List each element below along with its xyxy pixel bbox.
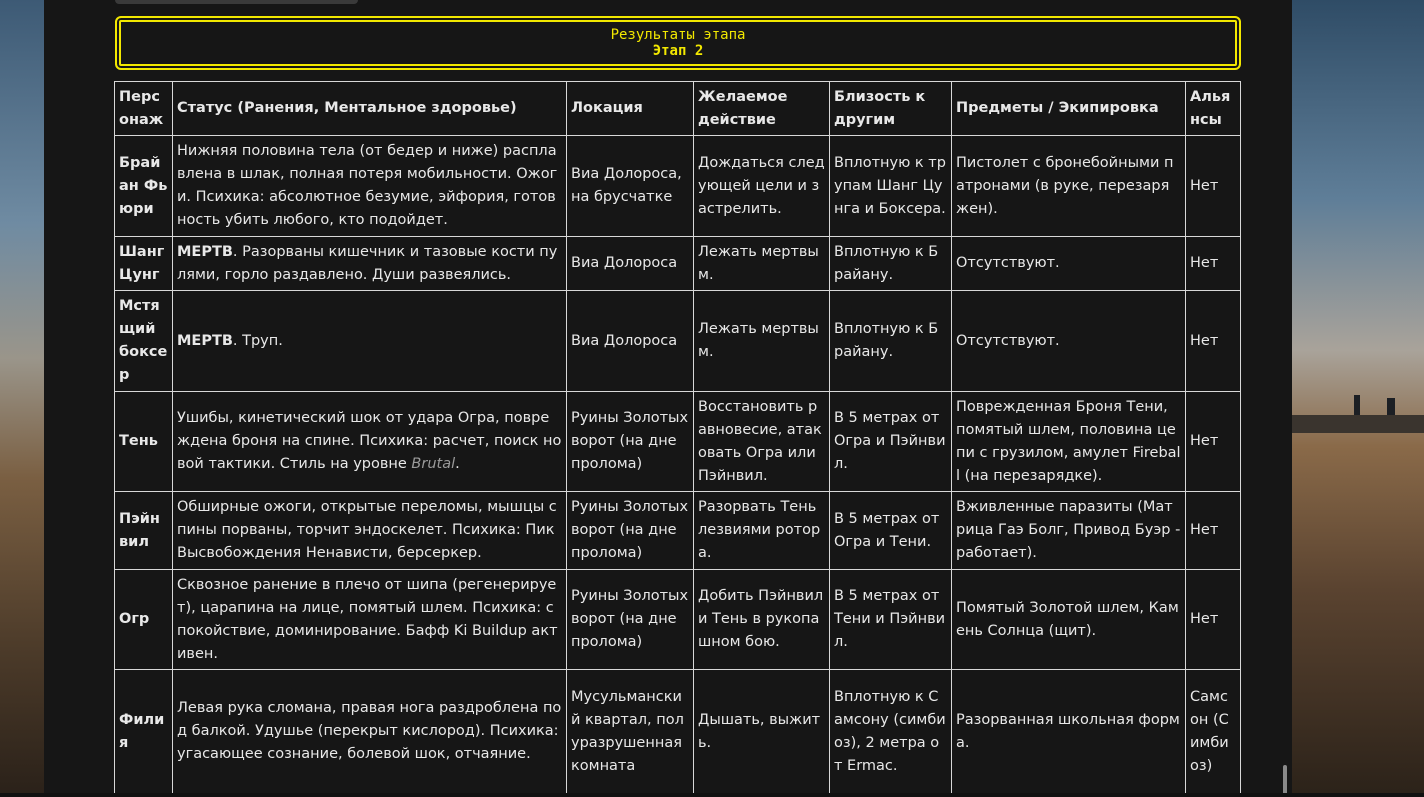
alliance-cell: Нет bbox=[1186, 237, 1241, 291]
alliance-cell: Нет bbox=[1186, 570, 1241, 670]
proximity-cell: Вплотную к Самсону (симбиоз), 2 метра от Ermac. bbox=[830, 670, 952, 794]
items-cell: Поврежденная Броня Тени, помятый шлем, половина цепи с грузилом, амулет Fireball (на перезарядке). bbox=[952, 392, 1186, 492]
action-cell: Лежать мертвым. bbox=[694, 291, 830, 392]
alliance-cell: Нет bbox=[1186, 136, 1241, 237]
background-right bbox=[1292, 0, 1424, 797]
action-cell: Восстановить равновесие, атаковать Огра или Пэйнвил. bbox=[694, 392, 830, 492]
character-name: Огр bbox=[115, 570, 173, 670]
alliance-cell: Самсон (Симбиоз) bbox=[1186, 670, 1241, 794]
header-proximity: Близость к другим bbox=[830, 82, 952, 136]
action-cell: Дождаться следующей цели и застрелить. bbox=[694, 136, 830, 237]
items-cell: Помятый Золотой шлем, Камень Солнца (щит). bbox=[952, 570, 1186, 670]
table-row bbox=[115, 670, 1241, 794]
proximity-cell: Вплотную к Брайану. bbox=[830, 237, 952, 291]
bottom-edge bbox=[0, 793, 1424, 797]
table-row bbox=[115, 570, 1241, 670]
header-character: Персонаж bbox=[115, 82, 173, 136]
status-cell: Левая рука сломана, правая нога раздроблена под балкой. Удушье (перекрыт кислород). Психика: угасающее сознание, болевой шок, отчаяние. bbox=[173, 670, 567, 794]
table-row bbox=[115, 392, 1241, 492]
status-text: . Труп. bbox=[232, 332, 283, 349]
action-cell: Лежать мертвым. bbox=[694, 237, 830, 291]
header-location: Локация bbox=[567, 82, 694, 136]
style-rank: Brutal bbox=[411, 456, 456, 472]
proximity-cell: Вплотную к Брайану. bbox=[830, 291, 952, 392]
ridge-decoration bbox=[1292, 415, 1424, 433]
status-text: Ушибы, кинетический шок от удара Огра, повреждена броня на спине. Психика: расчет, поиск новой тактики. Стиль на уровне bbox=[177, 410, 562, 472]
header-action: Желаемое действие bbox=[694, 82, 830, 136]
location-cell: Мусульманский квартал, полуразрушенная комната bbox=[567, 670, 694, 794]
top-tab[interactable] bbox=[115, 0, 358, 4]
results-title: Результаты этапа bbox=[610, 27, 746, 43]
status-cell: Нижняя половина тела (от бедер и ниже) расплавлена в шлак, полная потеря мобильности. Ожоги. Психика: абсолютное безумие, эйфория, готовность убить любого, кто подойдет. bbox=[173, 136, 567, 237]
items-cell: Отсутствуют. bbox=[952, 237, 1186, 291]
items-cell: Разорванная школьная форма. bbox=[952, 670, 1186, 794]
character-name: Пэйнвил bbox=[115, 492, 173, 570]
table-row bbox=[115, 492, 1241, 570]
background-left bbox=[0, 0, 44, 797]
location-cell: Руины Золотых ворот (на дне пролома) bbox=[567, 570, 694, 670]
status-cell bbox=[173, 291, 567, 392]
character-name: Тень bbox=[115, 392, 173, 492]
character-name: Филия bbox=[115, 670, 173, 794]
header-status: Статус (Ранения, Ментальное здоровье) bbox=[173, 82, 567, 136]
dead-marker: МЕРТВ bbox=[177, 332, 233, 349]
status-cell: Сквозное ранение в плечо от шипа (регенерирует), царапина на лице, помятый шлем. Психика: спокойствие, доминирование. Бафф Ki Buildup активен. bbox=[173, 570, 567, 670]
table-header-row bbox=[115, 82, 1241, 136]
character-name: Мстящий боксер bbox=[115, 291, 173, 392]
dead-marker: МЕРТВ bbox=[177, 243, 233, 260]
location-cell: Виа Долороса bbox=[567, 291, 694, 392]
character-status-table bbox=[114, 81, 1241, 794]
action-cell: Добить Пэйнвил и Тень в рукопашном бою. bbox=[694, 570, 830, 670]
alliance-cell: Нет bbox=[1186, 492, 1241, 570]
proximity-cell: Вплотную к трупам Шанг Цунга и Боксера. bbox=[830, 136, 952, 237]
action-cell: Дышать, выжить. bbox=[694, 670, 830, 794]
stage-label: Этап 2 bbox=[652, 43, 704, 59]
table-row bbox=[115, 237, 1241, 291]
location-cell: Виа Долороса bbox=[567, 237, 694, 291]
table-row bbox=[115, 136, 1241, 237]
items-cell: Отсутствуют. bbox=[952, 291, 1186, 392]
status-cell bbox=[173, 237, 567, 291]
status-text: . Разорваны кишечник и тазовые кости пулями, горло раздавлено. Души развеялись. bbox=[177, 243, 558, 283]
location-cell: Виа Долороса, на брусчатке bbox=[567, 136, 694, 237]
proximity-cell: В 5 метрах от Огра и Пэйнвил. bbox=[830, 392, 952, 492]
items-cell: Вживленные паразиты (Матрица Гаэ Болг, Привод Буэр - работает). bbox=[952, 492, 1186, 570]
location-cell: Руины Золотых ворот (на дне пролома) bbox=[567, 392, 694, 492]
table-row bbox=[115, 291, 1241, 392]
header-items: Предметы / Экипировка bbox=[952, 82, 1186, 136]
alliance-cell: Нет bbox=[1186, 291, 1241, 392]
stage-results-header bbox=[115, 16, 1241, 70]
alliance-cell: Нет bbox=[1186, 392, 1241, 492]
character-name: Шанг Цунг bbox=[115, 237, 173, 291]
items-cell: Пистолет с бронебойными патронами (в руке, перезаряжен). bbox=[952, 136, 1186, 237]
header-alliance: Альянсы bbox=[1186, 82, 1241, 136]
character-name: Брайан Фьюри bbox=[115, 136, 173, 237]
proximity-cell: В 5 метрах от Огра и Тени. bbox=[830, 492, 952, 570]
status-cell: Обширные ожоги, открытые переломы, мышцы спины порваны, торчит эндоскелет. Психика: Пик Высвобождения Ненависти, берсеркер. bbox=[173, 492, 567, 570]
proximity-cell: В 5 метрах от Тени и Пэйнвил. bbox=[830, 570, 952, 670]
status-cell bbox=[173, 392, 567, 492]
action-cell: Разорвать Тень лезвиями ротора. bbox=[694, 492, 830, 570]
location-cell: Руины Золотых ворот (на дне пролома) bbox=[567, 492, 694, 570]
status-end: . bbox=[455, 456, 460, 472]
